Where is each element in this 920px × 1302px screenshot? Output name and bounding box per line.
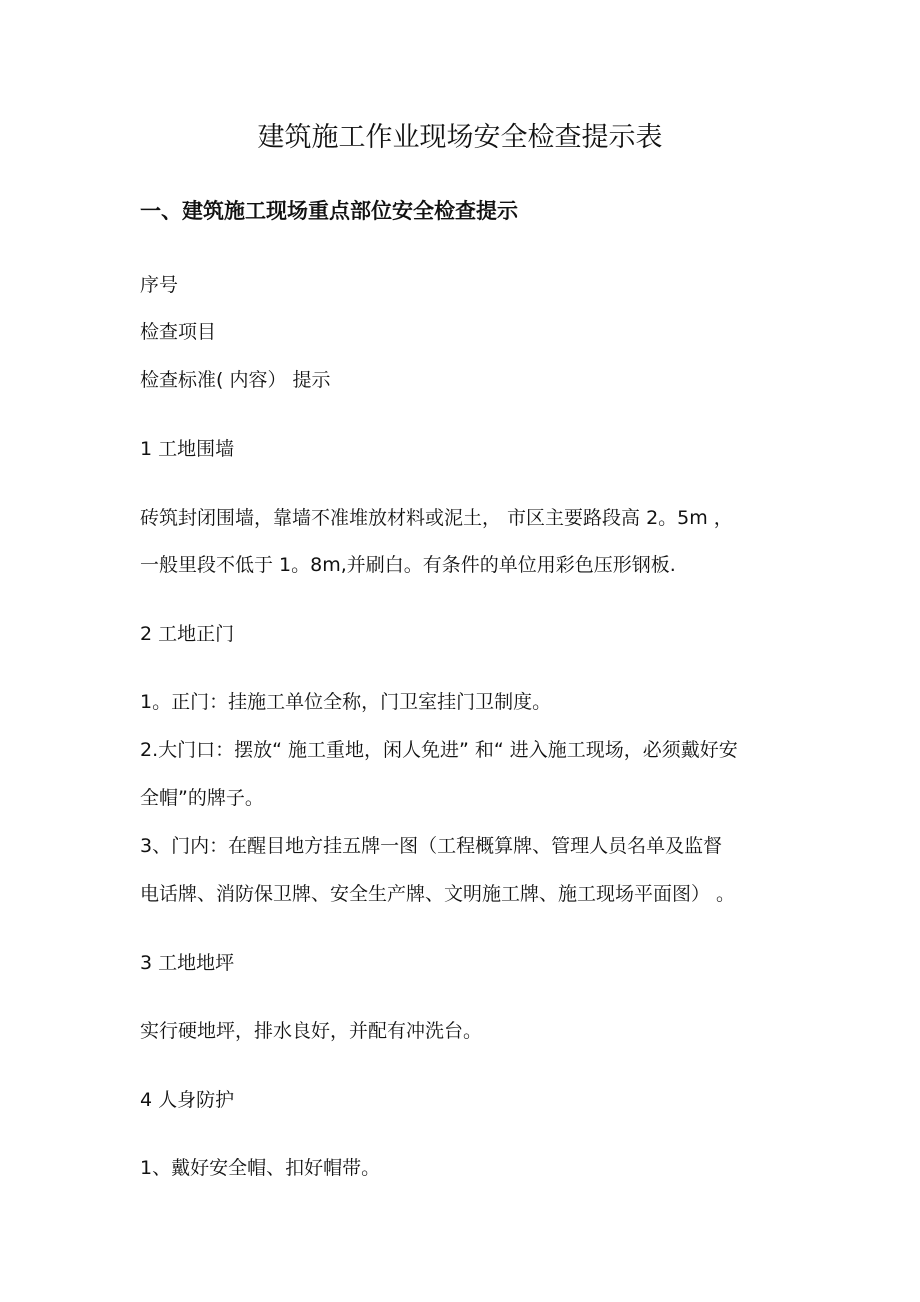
item-text-line: 全帽”的牌子。 (140, 787, 264, 809)
item-heading-wall: 1 工地围墙 (140, 438, 235, 460)
item-heading-protection: 4 人身防护 (140, 1089, 235, 1111)
item-text-line: 2.大门口：摆放“ 施工重地，闲人免进” 和“ 进入施工现场，必须戴好安 (140, 739, 738, 761)
item-heading-ground: 3 工地地坪 (140, 952, 235, 974)
item-heading-gate: 2 工地正门 (140, 623, 235, 645)
table-header-serial: 序号 (140, 274, 179, 296)
section-heading: 一、建筑施工现场重点部位安全检查提示 (140, 199, 518, 223)
table-header-item: 检查项目 (140, 321, 217, 343)
item-text-line: 电话牌、消防保卫牌、安全生产牌、文明施工牌、施工现场平面图） 。 (140, 883, 736, 905)
item-text-line: 一般里段不低于 1。8m,并刷白。有条件的单位用彩色压形钢板. (140, 554, 676, 576)
table-header-standard: 检查标准( 内容） 提示 (140, 369, 331, 391)
item-text-line: 1、戴好安全帽、扣好帽带。 (140, 1157, 381, 1179)
item-text-line: 3、门内：在醒目地方挂五牌一图（工程概算牌、管理人员名单及监督 (140, 835, 723, 857)
item-text-line: 1。正门：挂施工单位全称，门卫室挂门卫制度。 (140, 691, 552, 713)
item-text-line: 砖筑封闭围墙，靠墙不准堆放材料或泥土， 市区主要路段高 2。5m ， (140, 507, 733, 529)
document-title: 建筑施工作业现场安全检查提示表 (257, 122, 663, 153)
item-text-line: 实行硬地坪，排水良好，并配有冲洗台。 (140, 1020, 483, 1042)
